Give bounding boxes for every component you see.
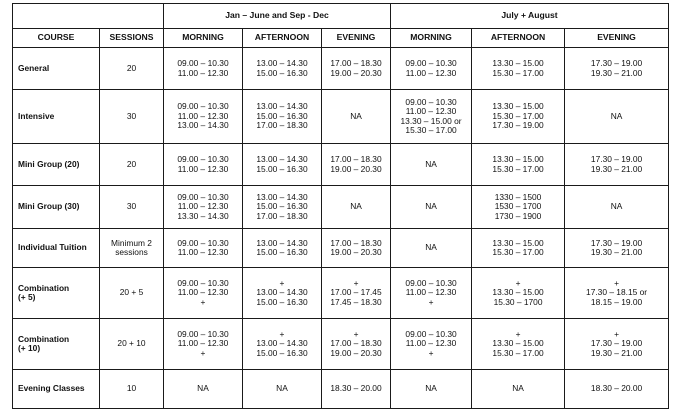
cell-line: 13.00 – 14.30 xyxy=(177,120,229,131)
cell-line: 15.00 – 16.30 xyxy=(256,67,308,78)
time-cell-summer-evening xyxy=(565,319,669,370)
cell-line: 15.30 – 17.00 xyxy=(492,163,544,174)
table-row-combination-10 xyxy=(13,319,669,370)
course-name xyxy=(13,186,100,229)
cell-line: 17.30 – 19.00 xyxy=(590,58,643,69)
cell-line: NA xyxy=(425,201,437,212)
cell-line: 13.00 – 14.30 xyxy=(256,237,308,248)
cell-line: NA xyxy=(276,383,288,394)
cell-line: NA xyxy=(425,242,437,253)
cell-line: 09.00 – 10.30 xyxy=(405,58,457,69)
time-cell-evening xyxy=(322,144,391,186)
cell-line: + xyxy=(515,328,521,339)
cell-line: 09.00 – 10.30 xyxy=(405,277,457,288)
cell-line: 13.30 – 15.00 xyxy=(492,287,544,298)
cell-line: 17.00 – 18.30 xyxy=(330,237,382,248)
cell-line: 15.30 – 17.00 xyxy=(492,247,544,257)
time-cell-summer-evening xyxy=(565,186,669,229)
cell-line: 15.30 – 1700 xyxy=(493,296,543,307)
cell-line: 09.00 – 10.30 xyxy=(177,328,229,339)
session-count xyxy=(100,229,164,268)
time-cell-morning xyxy=(164,186,243,229)
time-cell-evening xyxy=(322,268,391,319)
time-cell-summer-morning xyxy=(391,370,472,409)
season-band-row xyxy=(13,4,669,29)
cell-line: 17.30 – 19.00 xyxy=(590,237,643,248)
table-row-combination-5 xyxy=(13,268,669,319)
time-cell-morning xyxy=(164,370,243,409)
cell-line: 15.30 – 17.00 xyxy=(405,124,457,135)
time-cell-summer-evening xyxy=(565,144,669,186)
cell-line: 11.00 – 12.30 xyxy=(405,67,457,78)
time-cell-afternoon xyxy=(243,144,322,186)
header-morning: MORNING xyxy=(164,29,243,48)
table-row-general xyxy=(13,48,669,90)
cell-line: Individual Tuition xyxy=(18,242,87,253)
cell-line: 13.00 – 14.30 xyxy=(256,287,308,298)
cell-line: 17.00 – 18.30 xyxy=(330,58,382,69)
cell-line: 17.30 – 19.00 xyxy=(492,120,544,131)
cell-line: 11.00 – 12.30 xyxy=(177,110,229,121)
cell-line: 15.30 – 17.00 xyxy=(492,67,544,78)
cell-line: 09.00 – 10.30 xyxy=(405,96,457,107)
cell-line: Combination xyxy=(18,333,70,344)
time-cell-evening xyxy=(322,319,391,370)
cell-line: 18.30 – 20.00 xyxy=(590,383,643,394)
table-row-individual-tuition xyxy=(13,229,669,268)
session-count xyxy=(100,90,164,144)
time-cell-evening xyxy=(322,370,391,409)
cell-line: 20 xyxy=(126,62,137,73)
time-cell-summer-evening xyxy=(565,229,669,268)
cell-line: 11.00 – 12.30 xyxy=(405,338,457,349)
cell-line: 13.00 – 14.30 xyxy=(256,101,308,112)
cell-line: 09.00 – 10.30 xyxy=(177,154,229,165)
time-cell-afternoon xyxy=(243,319,322,370)
cell-line: 1530 – 1700 xyxy=(494,201,542,212)
course-name xyxy=(13,229,100,268)
band-july-august: July + August xyxy=(391,4,669,29)
cell-line: 17.00 – 18.30 xyxy=(330,154,382,165)
time-cell-summer-afternoon xyxy=(472,186,565,229)
cell-line: 11.00 – 12.30 xyxy=(177,287,229,298)
cell-line: + xyxy=(428,296,434,307)
cell-line: 13.00 – 14.30 xyxy=(256,191,308,202)
time-cell-morning xyxy=(164,229,243,268)
time-cell-summer-afternoon xyxy=(472,370,565,409)
course-name xyxy=(13,268,100,319)
schedule-sheet xyxy=(12,3,669,409)
cell-line: 15.00 – 16.30 xyxy=(256,347,308,358)
time-cell-morning xyxy=(164,48,243,90)
cell-line: (+ 5) xyxy=(18,292,36,302)
time-cell-evening xyxy=(322,48,391,90)
cell-line: 15.30 – 17.00 xyxy=(492,110,544,121)
time-cell-summer-afternoon xyxy=(472,268,565,319)
time-cell-evening xyxy=(322,186,391,229)
time-cell-summer-morning xyxy=(391,48,472,90)
cell-line: + xyxy=(614,328,619,339)
time-cell-summer-afternoon xyxy=(472,229,565,268)
cell-line: NA xyxy=(197,383,209,394)
cell-line: 11.00 – 12.30 xyxy=(177,67,229,78)
time-cell-summer-evening xyxy=(565,90,669,144)
cell-line: + xyxy=(200,347,206,358)
cell-line: 19.30 – 21.00 xyxy=(590,247,643,257)
cell-line: 13.30 – 15.00 xyxy=(492,101,544,112)
table-row-mini-group-30 xyxy=(13,186,669,229)
cell-line: 1330 – 1500 xyxy=(494,191,542,202)
cell-line: General xyxy=(18,62,50,73)
time-cell-morning xyxy=(164,144,243,186)
cell-line: 20 + 10 xyxy=(117,338,146,349)
schedule-body xyxy=(13,48,669,409)
header-evening: EVENING xyxy=(322,29,391,48)
cell-line: 20 xyxy=(126,158,137,169)
cell-line: 13.00 – 14.30 xyxy=(256,154,308,165)
cell-line: Mini Group (20) xyxy=(18,158,80,169)
cell-line: sessions xyxy=(115,247,148,257)
time-cell-summer-morning xyxy=(391,268,472,319)
cell-line: 09.00 – 10.30 xyxy=(405,328,457,339)
time-cell-summer-morning xyxy=(391,229,472,268)
column-header-row xyxy=(13,29,669,48)
cell-line: 11.00 – 12.30 xyxy=(177,247,229,257)
time-cell-summer-morning xyxy=(391,186,472,229)
time-cell-summer-afternoon xyxy=(472,319,565,370)
cell-line: 11.00 – 12.30 xyxy=(177,201,229,212)
cell-line: 15.00 – 16.30 xyxy=(256,201,308,212)
time-cell-afternoon xyxy=(243,370,322,409)
session-count xyxy=(100,370,164,409)
cell-line: 17.30 – 19.00 xyxy=(590,154,643,165)
cell-line: 18.30 – 20.00 xyxy=(330,383,382,394)
cell-line: 15.30 – 17.00 xyxy=(492,347,544,358)
cell-line: + xyxy=(279,328,285,339)
time-cell-evening xyxy=(322,229,391,268)
cell-line: 10 xyxy=(126,383,137,394)
cell-line: 20 + 5 xyxy=(119,287,144,298)
cell-line: 15.00 – 16.30 xyxy=(256,247,308,257)
cell-line: 09.00 – 10.30 xyxy=(177,191,229,202)
cell-line: 30 xyxy=(126,110,137,121)
time-cell-morning xyxy=(164,268,243,319)
cell-line: Evening Classes xyxy=(18,383,85,394)
header-sessions: SESSIONS xyxy=(100,29,164,48)
cell-line: 13.30 – 15.00 xyxy=(492,154,544,165)
cell-line: 13.30 – 14.30 xyxy=(177,210,229,221)
time-cell-morning xyxy=(164,319,243,370)
cell-line: + xyxy=(200,296,206,307)
course-name xyxy=(13,48,100,90)
time-cell-summer-afternoon xyxy=(472,90,565,144)
time-cell-summer-morning xyxy=(391,144,472,186)
cell-line: 17.00 – 17.45 xyxy=(330,287,382,298)
cell-line: + xyxy=(515,277,521,288)
cell-line: 30 xyxy=(126,201,137,212)
cell-line: + xyxy=(614,277,619,288)
time-cell-summer-evening xyxy=(565,268,669,319)
time-cell-summer-afternoon xyxy=(472,144,565,186)
cell-line: 19.30 – 21.00 xyxy=(590,347,643,358)
session-count xyxy=(100,319,164,370)
cell-line: 09.00 – 10.30 xyxy=(177,101,229,112)
table-row-evening-classes xyxy=(13,370,669,409)
time-cell-afternoon xyxy=(243,186,322,229)
cell-line: 13.00 – 14.30 xyxy=(256,338,308,349)
cell-line: 17.00 – 18.30 xyxy=(256,120,308,131)
cell-line: 19.00 – 20.30 xyxy=(330,247,382,257)
cell-line: 13.00 – 14.30 xyxy=(256,58,308,69)
cell-line: NA xyxy=(425,383,437,394)
cell-line: 09.00 – 10.30 xyxy=(177,237,229,248)
cell-line: 17.00 – 18.30 xyxy=(330,338,382,349)
cell-line: + xyxy=(279,277,285,288)
cell-line: 18.15 – 19.00 xyxy=(590,296,643,307)
cell-line: (+ 10) xyxy=(18,343,41,353)
cell-line: 17.30 – 18.15 or xyxy=(586,287,648,298)
header-summer-morning: MORNING xyxy=(391,29,472,48)
time-cell-summer-morning xyxy=(391,90,472,144)
header-afternoon: AFTERNOON xyxy=(243,29,322,48)
header-summer-evening: EVENING xyxy=(565,29,669,48)
time-cell-evening xyxy=(322,90,391,144)
cell-line: 13.30 – 15.00 xyxy=(492,338,544,349)
time-cell-afternoon xyxy=(243,90,322,144)
cell-line: 09.00 – 10.30 xyxy=(177,58,229,69)
cell-line: 15.00 – 16.30 xyxy=(256,110,308,121)
cell-line: 17.30 – 19.00 xyxy=(590,338,643,349)
cell-line: Combination xyxy=(18,282,70,293)
session-count xyxy=(100,268,164,319)
cell-line: 19.30 – 21.00 xyxy=(590,67,643,78)
course-name xyxy=(13,370,100,409)
band-blank xyxy=(13,4,164,29)
cell-line: 19.00 – 20.30 xyxy=(330,67,382,78)
header-course: COURSE xyxy=(13,29,100,48)
time-cell-afternoon xyxy=(243,229,322,268)
session-count xyxy=(100,186,164,229)
course-schedule-table xyxy=(12,3,669,409)
cell-line: + xyxy=(353,277,359,288)
cell-line: 19.30 – 21.00 xyxy=(590,163,643,174)
cell-line: 13.30 – 15.00 xyxy=(492,237,544,248)
cell-line: 19.00 – 20.30 xyxy=(330,163,382,174)
time-cell-summer-evening xyxy=(565,370,669,409)
cell-line: 19.00 – 20.30 xyxy=(330,347,382,358)
cell-line: 11.00 – 12.30 xyxy=(405,287,457,298)
cell-line: Mini Group (30) xyxy=(18,201,80,212)
cell-line: 09.00 – 10.30 xyxy=(177,277,229,288)
time-cell-summer-morning xyxy=(391,319,472,370)
cell-line: 11.00 – 12.30 xyxy=(177,338,229,349)
cell-line: NA xyxy=(350,201,362,212)
time-cell-morning xyxy=(164,90,243,144)
table-row-intensive xyxy=(13,90,669,144)
course-name xyxy=(13,144,100,186)
band-jan-june-sep-dec: Jan – June and Sep - Dec xyxy=(164,4,391,29)
cell-line: 15.00 – 16.30 xyxy=(256,163,308,174)
cell-line: 13.30 – 15.00 or xyxy=(400,115,462,126)
session-count xyxy=(100,144,164,186)
cell-line: 11.00 – 12.30 xyxy=(177,163,229,174)
cell-line: NA xyxy=(512,383,524,394)
cell-line: 11.00 – 12.30 xyxy=(405,106,457,117)
session-count xyxy=(100,48,164,90)
course-name xyxy=(13,319,100,370)
cell-line: 15.00 – 16.30 xyxy=(256,296,308,307)
cell-line: + xyxy=(428,347,434,358)
cell-line: + xyxy=(353,328,359,339)
cell-line: 1730 – 1900 xyxy=(494,210,542,221)
time-cell-afternoon xyxy=(243,48,322,90)
cell-line: 13.30 – 15.00 xyxy=(492,58,544,69)
cell-line: 17.00 – 18.30 xyxy=(256,210,308,221)
cell-line: 17.45 – 18.30 xyxy=(330,296,382,307)
cell-line: NA xyxy=(610,110,623,121)
cell-line: NA xyxy=(425,158,437,169)
time-cell-summer-afternoon xyxy=(472,48,565,90)
cell-line: NA xyxy=(350,110,362,121)
cell-line: NA xyxy=(610,201,623,212)
course-name xyxy=(13,90,100,144)
time-cell-afternoon xyxy=(243,268,322,319)
table-row-mini-group-20 xyxy=(13,144,669,186)
time-cell-summer-evening xyxy=(565,48,669,90)
header-summer-afternoon: AFTERNOON xyxy=(472,29,565,48)
cell-line: Intensive xyxy=(18,110,55,121)
cell-line: Minimum 2 xyxy=(111,237,152,248)
